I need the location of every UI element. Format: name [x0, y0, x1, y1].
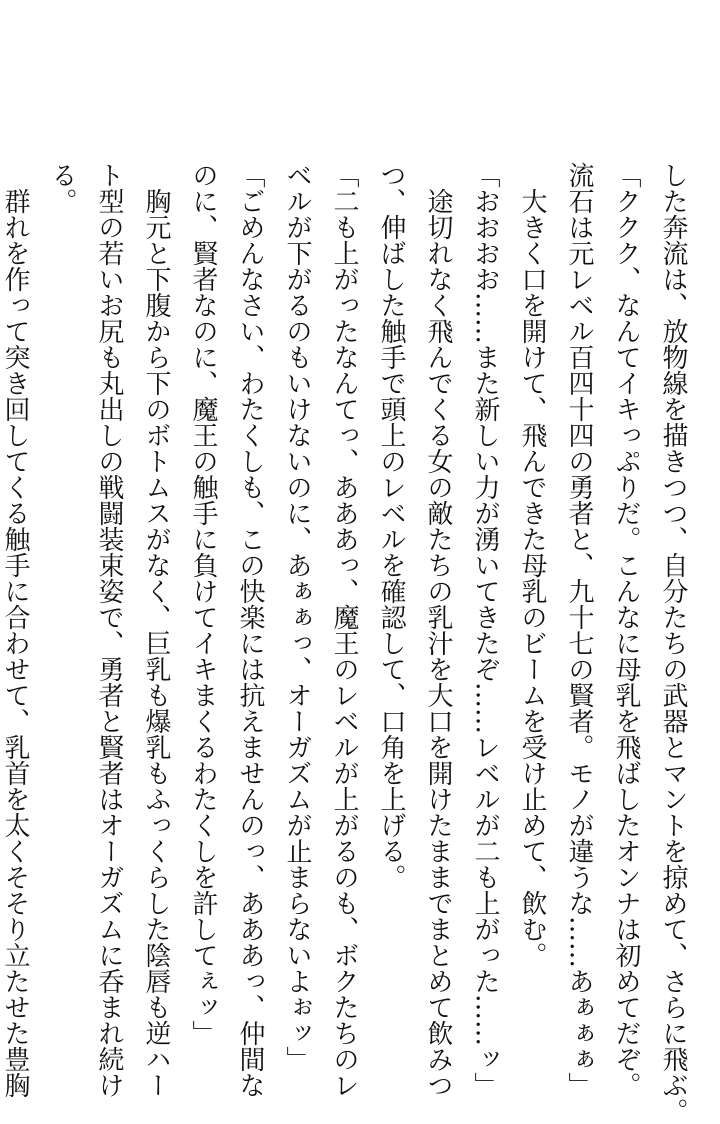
text-line: 途切れなく飛んでくる女の敵たちの乳汁を大口を開けたままでまとめて飲みつ — [423, 188, 453, 1098]
text-line: 流石は元レベル百四十四の勇者と、九十七の賢者。モノが違うな……あぁぁぁ」 — [564, 162, 594, 1098]
text-line: ト型の若いお尻も丸出しの戦闘装束姿で、勇者と賢者はオーガズムに呑まれ続け — [94, 162, 124, 1098]
text-line: 「ごめんなさい、わたくしも、この快楽には抗えませんのっ、あああっ、仲間な — [235, 162, 265, 1098]
text-line: ベルが下がるのもいけないのに、あぁぁっ、オーガズムが止まらないよぉッ」 — [282, 162, 312, 1072]
text-line: 大きく口を開けて、飛んできた母乳のビームを受け止めて、飲む。 — [517, 188, 547, 968]
text-line: のに、賢者なのに、魔王の触手に負けてイキまくるわたくしを許してぇッ」 — [188, 162, 218, 1046]
text-line: る。 — [47, 162, 77, 214]
text-line: した奔流は、放物線を描きつつ、自分たちの武器とマントを掠めて、さらに飛ぶ。 — [658, 162, 688, 1124]
text-line: 「ククク、なんてイキっぷりだ。こんなに母乳を飛ばしたオンナは初めてだぞ。 — [611, 162, 641, 1098]
text-line: 「おおおお……また新しい力が湧いてきたぞ……レベルが二も上がった……ッ」 — [470, 162, 500, 1098]
text-line: 胸元と下腹から下のボトムスがなく、巨乳も爆乳もふっくらした陰唇も逆ハー — [141, 188, 171, 1098]
text-line: 群れを作って突き回してくる触手に合わせて、乳首を太くそそり立たせた豊胸 — [0, 188, 30, 1098]
text-line: つ、伸ばした触手で頭上のレベルを確認して、口角を上げる。 — [376, 162, 406, 890]
text-line: 「二も上がったなんてっ、あああっ、魔王のレベルが上がるのも、ボクたちのレ — [329, 162, 359, 1098]
vertical-text-body — [0, 162, 696, 1124]
